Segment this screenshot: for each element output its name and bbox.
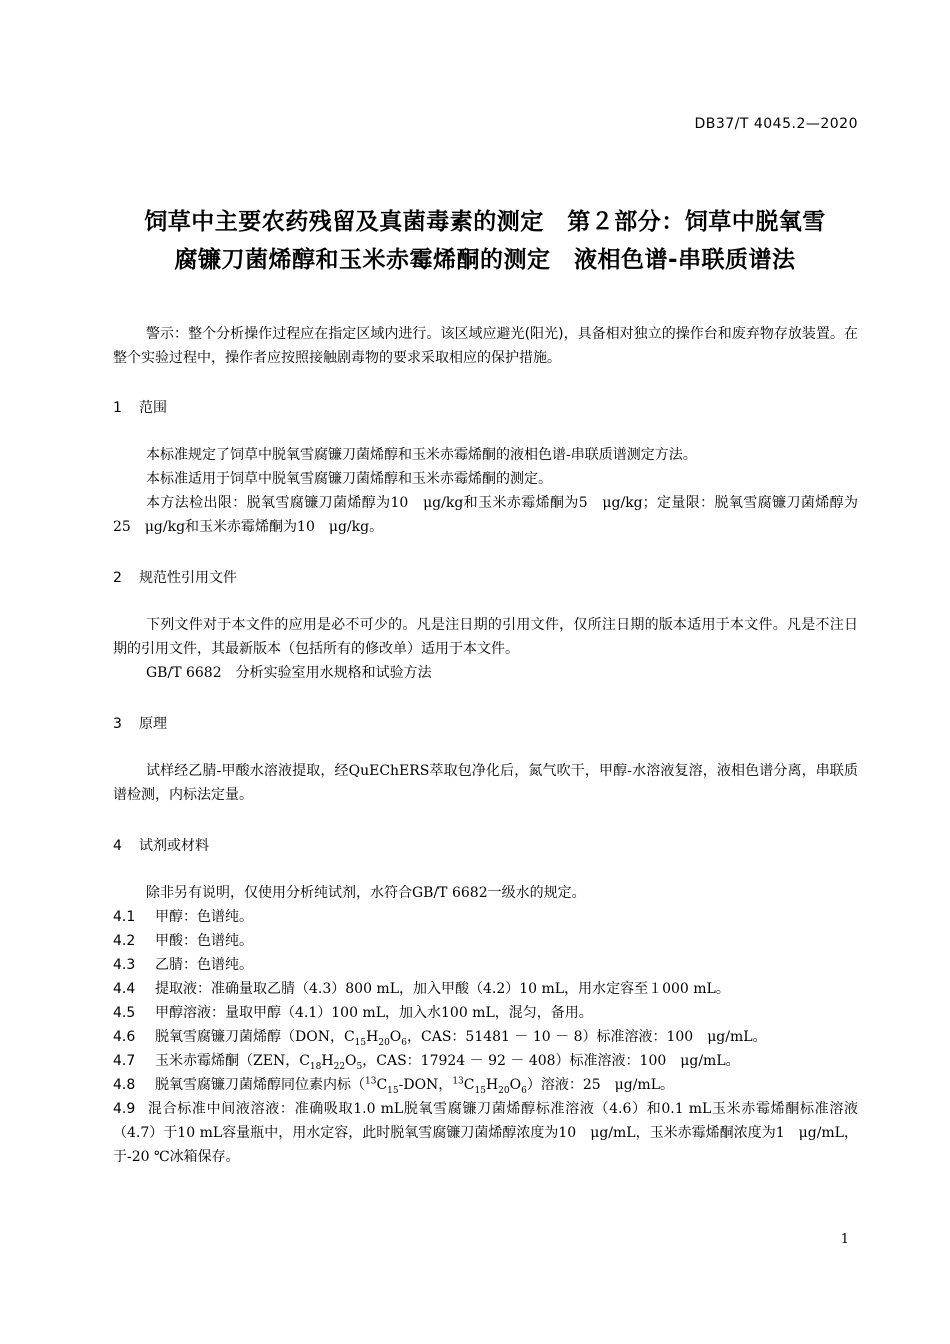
item-text: 甲醇：色谱纯。	[155, 909, 253, 925]
list-item	[113, 977, 858, 1001]
section-title: 试剂或材料	[139, 838, 209, 854]
item-text: 脱氧雪腐镰刀菌烯醇（DON，$C_{15}H_{20}O_6$，CAS：51481 － 10 － 8）标准溶液：100 μg/mL。	[155, 1029, 767, 1048]
list-item	[113, 905, 858, 929]
section-3-heading	[113, 712, 858, 736]
item-number: 4.6	[113, 1029, 136, 1045]
item-text: 脱氧雪腐镰刀菌烯醇同位素内标（$^{13}C_{15}$-DON，$^{13}C_{15}H_{20}O_6$）溶液：25 μg/mL。	[155, 1076, 674, 1096]
section-4-heading	[113, 834, 858, 858]
section-1-paragraph-3: 本方法检出限：脱氧雪腐镰刀菌烯醇为10 μg/kg和玉米赤霉烯酮为5 μg/kg；定量限：脱氧雪腐镰刀菌烯醇为25 μg/kg和玉米赤霉烯酮为10 μg/kg。	[113, 495, 858, 535]
document-id: DB37/T 4045.2—2020	[694, 116, 858, 132]
title-line-1: 饲草中主要农药残留及真菌毒素的测定 第２部分：饲草中脱氧雪	[144, 209, 826, 235]
section-number: 3	[113, 716, 122, 732]
section-2-paragraph-1: 下列文件对于本文件的应用是必不可少的。凡是注日期的引用文件，仅所注日期的版本适用于本文件。凡是不注日期的引用文件，其最新版本（包括所有的修改单）适用于本文件。	[113, 617, 858, 657]
list-item	[113, 1001, 858, 1025]
title-line-2: 腐镰刀菌烯醇和玉米赤霉烯酮的测定 液相色谱-串联质谱法	[174, 247, 796, 273]
item-text: 玉米赤霉烯酮（ZEN，$C_{18}H_{22}O_5$，CAS：17924 － 92 － 408）标准溶液：100 μg/mL。	[155, 1053, 740, 1072]
item-number: 4.8	[113, 1077, 136, 1093]
item-number: 4.4	[113, 981, 136, 997]
item-number: 4.2	[113, 933, 136, 949]
document-title	[95, 203, 875, 279]
item-text: 乙腈：色谱纯。	[155, 957, 253, 973]
section-1-heading	[113, 396, 858, 420]
item-text: 提取液：准确量取乙腈（4.3）800 mL，加入甲酸（4.2）10 mL，用水定容至１000 mL。	[155, 981, 730, 997]
section-title: 范围	[139, 400, 167, 416]
warning-paragraph: 警示：整个分析操作过程应在指定区域内进行。该区域应避光(阳光)，具备相对独立的操作台和废弃物存放装置。在整个实验过程中，操作者应按照接触剧毒物的要求采取相应的保护措施。	[113, 326, 858, 366]
item-number: 4.3	[113, 957, 136, 973]
section-2-reference: GB/T 6682 分析实验室用水规格和试验方法	[146, 665, 432, 681]
list-item	[113, 929, 858, 953]
section-number: 4	[113, 838, 122, 854]
page-number: 1	[840, 1232, 849, 1247]
item-text: 甲醇溶液：量取甲醇（4.1）100 mL，加入水100 mL，混匀，备用。	[155, 1005, 593, 1021]
section-title: 规范性引用文件	[139, 570, 237, 586]
list-item	[113, 1073, 858, 1097]
section-4-paragraph-1: 除非另有说明，仅使用分析纯试剂，水符合GB/T 6682一级水的规定。	[146, 885, 586, 901]
section-3-paragraph-1: 试样经乙腈-甲酸水溶液提取，经QuEChERS萃取包净化后，氮气吹干，甲醇-水溶液复溶，液相色谱分离，串联质谱检测，内标法定量。	[113, 763, 858, 803]
list-item	[113, 1025, 858, 1049]
list-item	[113, 1097, 858, 1169]
section-number: 2	[113, 570, 122, 586]
section-2-heading	[113, 566, 858, 590]
section-1-paragraph-2: 本标准适用于饲草中脱氧雪腐镰刀菌烯醇和玉米赤霉烯酮的测定。	[146, 471, 552, 487]
item-text: 混合标准中间液溶液：准确吸取1.0 mL脱氧雪腐镰刀菌烯醇标准溶液（4.6）和0.1 mL玉米赤霉烯酮标准溶液（4.7）于10 mL容量瓶中，用水定容，此时脱氧雪腐镰刀菌烯醇浓度为10 μg/mL，玉米赤霉烯酮浓度为1 μg/mL，于-20 ℃冰箱保存。	[113, 1101, 858, 1165]
section-title: 原理	[139, 716, 167, 732]
document-body	[113, 322, 858, 1169]
list-item	[113, 1049, 858, 1073]
item-number: 4.7	[113, 1053, 136, 1069]
item-number: 4.5	[113, 1005, 136, 1021]
item-text: 甲酸：色谱纯。	[155, 933, 253, 949]
item-number: 4.9	[113, 1101, 136, 1117]
list-item	[113, 953, 858, 977]
item-number: 4.1	[113, 909, 136, 925]
section-1-paragraph-1: 本标准规定了饲草中脱氧雪腐镰刀菌烯醇和玉米赤霉烯酮的液相色谱-串联质谱测定方法。	[146, 447, 697, 463]
section-number: 1	[113, 400, 122, 416]
